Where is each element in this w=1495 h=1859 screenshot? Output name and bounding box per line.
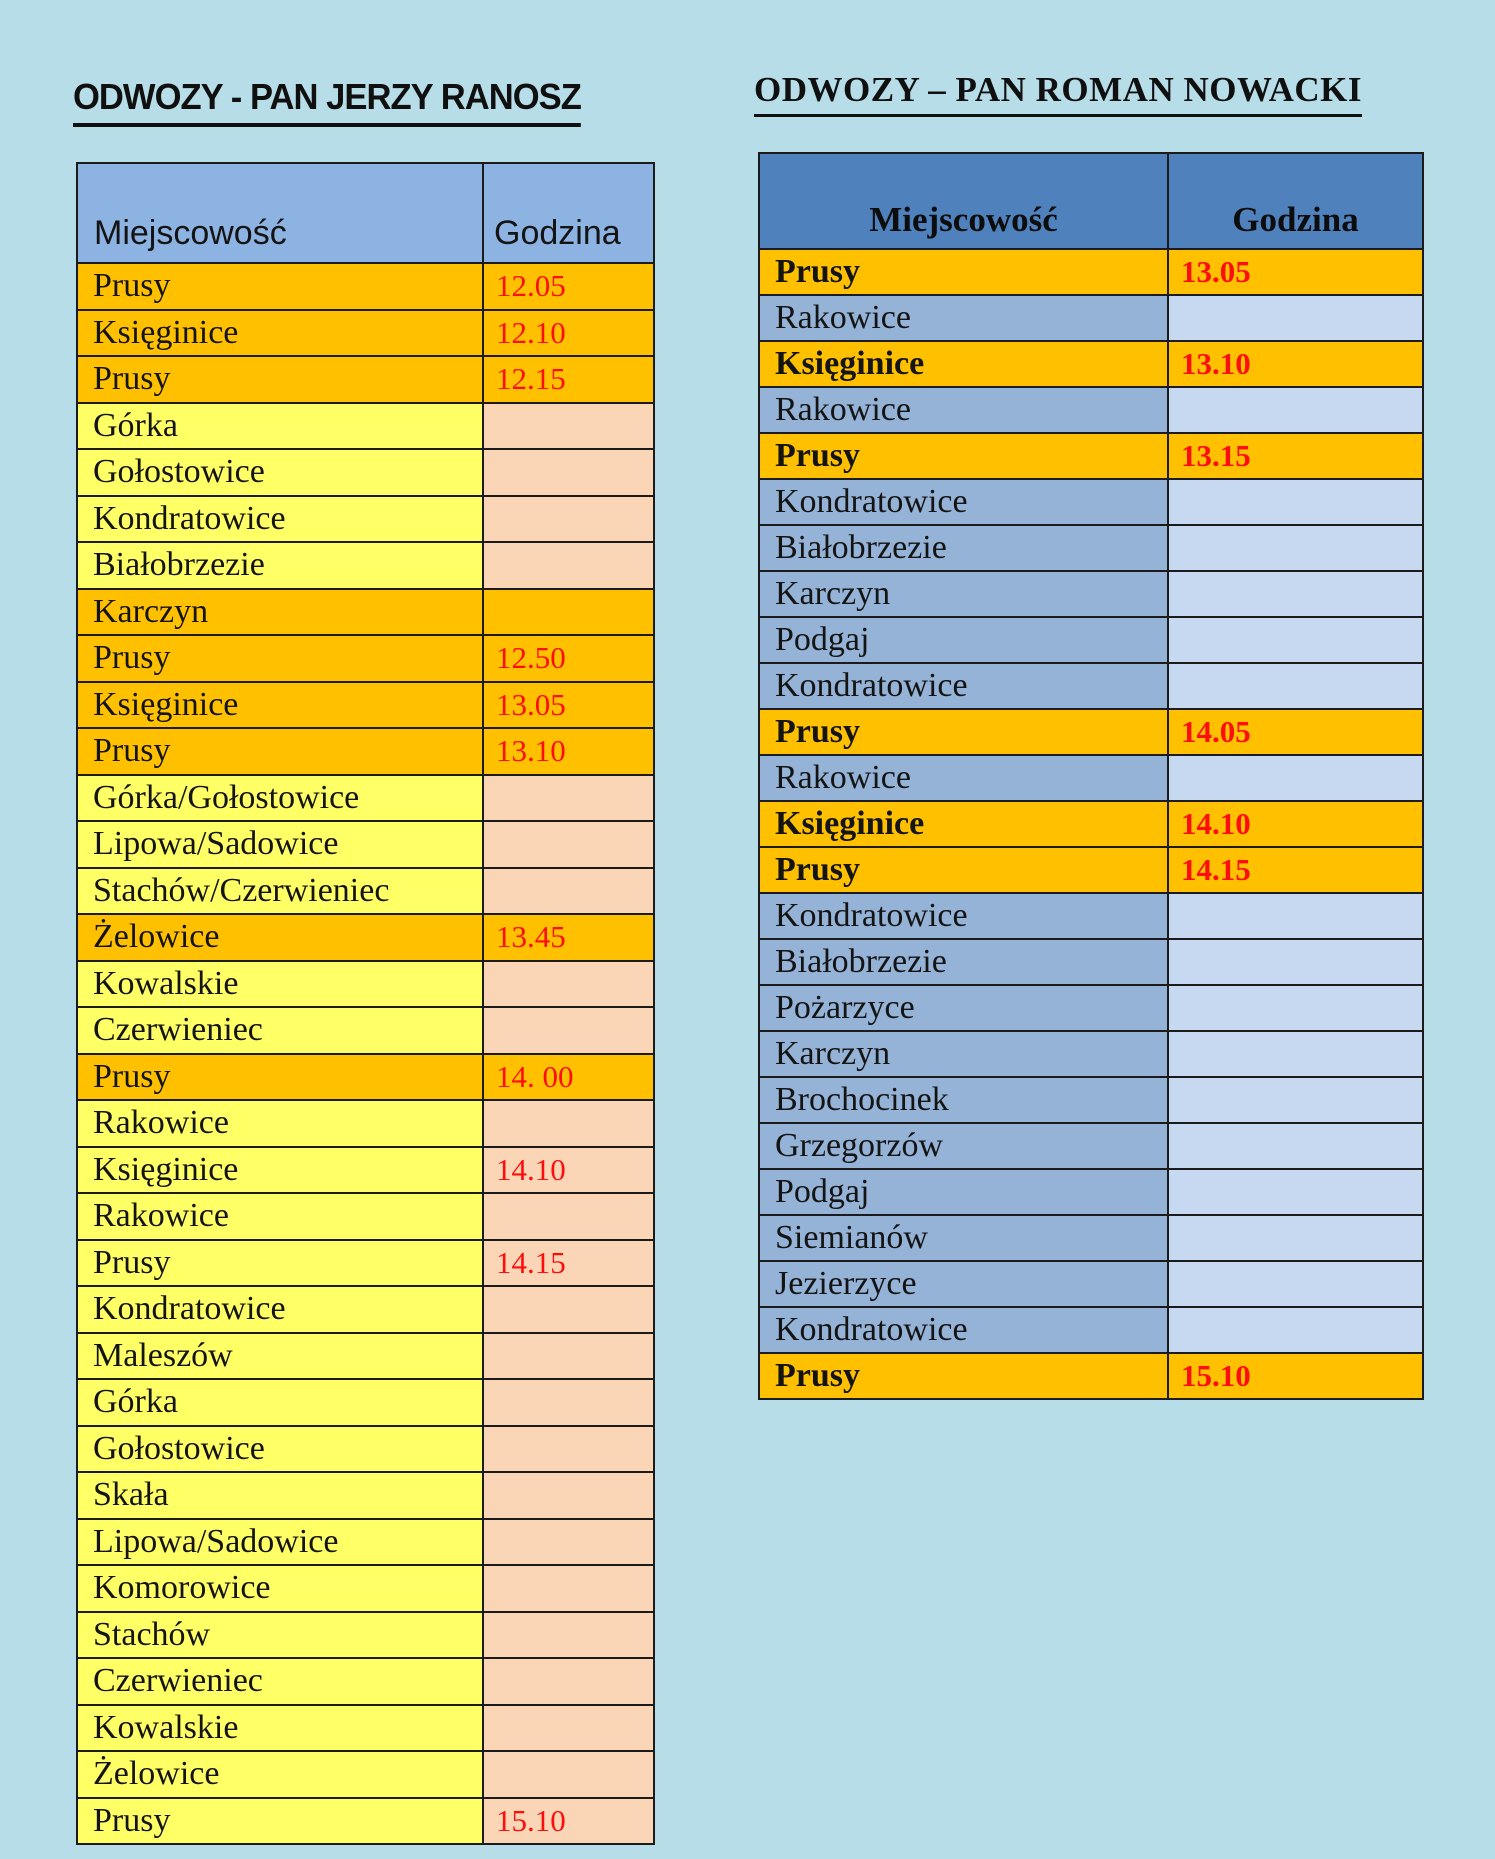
- time-cell: 13.10: [1168, 341, 1423, 387]
- table-row: [77, 1612, 654, 1659]
- time-cell: [483, 1333, 654, 1380]
- time-cell: 13.10: [483, 728, 654, 775]
- place-cell: Górka: [77, 403, 483, 450]
- table-row: [759, 1077, 1423, 1123]
- time-cell: [1168, 1169, 1423, 1215]
- table-row: [77, 682, 654, 729]
- time-cell: 14. 00: [483, 1054, 654, 1101]
- place-cell: Górka: [77, 1379, 483, 1426]
- time-cell: 14.15: [1168, 847, 1423, 893]
- table-row: [77, 1333, 654, 1380]
- place-cell: Skała: [77, 1472, 483, 1519]
- table-row: [759, 755, 1423, 801]
- table-row: [77, 961, 654, 1008]
- time-cell: [1168, 985, 1423, 1031]
- place-cell: Białobrzezie: [77, 542, 483, 589]
- table-row: [77, 1705, 654, 1752]
- time-cell: [483, 1472, 654, 1519]
- table-row: [759, 249, 1423, 295]
- time-cell: 12.50: [483, 635, 654, 682]
- time-cell: [483, 403, 654, 450]
- left-header-place: Miejscowość: [77, 163, 483, 263]
- table-row: [77, 356, 654, 403]
- time-cell: [1168, 1215, 1423, 1261]
- table-row: [759, 663, 1423, 709]
- place-cell: Czerwieniec: [77, 1658, 483, 1705]
- time-cell: [483, 449, 654, 496]
- time-cell: 12.10: [483, 310, 654, 357]
- table-row: [759, 1261, 1423, 1307]
- table-row: [77, 1379, 654, 1426]
- place-cell: Kondratowice: [759, 479, 1168, 525]
- place-cell: Gołostowice: [77, 1426, 483, 1473]
- place-cell: Grzegorzów: [759, 1123, 1168, 1169]
- place-cell: Siemianów: [759, 1215, 1168, 1261]
- place-cell: Prusy: [77, 635, 483, 682]
- time-cell: [1168, 755, 1423, 801]
- time-cell: [483, 1379, 654, 1426]
- table-row: [759, 1031, 1423, 1077]
- left-header-time: Godzina: [483, 163, 654, 263]
- time-cell: [1168, 1031, 1423, 1077]
- table-row: [759, 985, 1423, 1031]
- place-cell: Rakowice: [759, 755, 1168, 801]
- table-row: [77, 1193, 654, 1240]
- place-cell: Jezierzyce: [759, 1261, 1168, 1307]
- place-cell: Białobrzezie: [759, 939, 1168, 985]
- time-cell: [483, 1658, 654, 1705]
- table-row: [77, 1565, 654, 1612]
- place-cell: Prusy: [77, 1798, 483, 1845]
- time-cell: [483, 542, 654, 589]
- left-schedule-table: [76, 162, 655, 1845]
- table-row: [77, 868, 654, 915]
- place-cell: Pożarzyce: [759, 985, 1168, 1031]
- table-row: [77, 1007, 654, 1054]
- table-row: [759, 433, 1423, 479]
- place-cell: Prusy: [759, 1353, 1168, 1399]
- table-row: [77, 1472, 654, 1519]
- table-row: [759, 617, 1423, 663]
- table-row: [759, 479, 1423, 525]
- time-cell: [1168, 387, 1423, 433]
- time-cell: [483, 1286, 654, 1333]
- table-row: [759, 939, 1423, 985]
- time-cell: [483, 1100, 654, 1147]
- table-row: [77, 1658, 654, 1705]
- place-cell: Kowalskie: [77, 1705, 483, 1752]
- table-row: [77, 589, 654, 636]
- time-cell: [1168, 1123, 1423, 1169]
- time-cell: [483, 589, 654, 636]
- place-cell: Stachów/Czerwieniec: [77, 868, 483, 915]
- place-cell: Prusy: [759, 709, 1168, 755]
- table-row: [759, 525, 1423, 571]
- time-cell: [483, 496, 654, 543]
- place-cell: Księginice: [77, 1147, 483, 1194]
- table-row: [77, 1286, 654, 1333]
- table-row: [77, 821, 654, 868]
- right-table-body: [759, 249, 1423, 1399]
- time-cell: 15.10: [1168, 1353, 1423, 1399]
- place-cell: Maleszów: [77, 1333, 483, 1380]
- time-cell: [483, 1612, 654, 1659]
- table-row: [759, 571, 1423, 617]
- place-cell: Kondratowice: [759, 893, 1168, 939]
- place-cell: Karczyn: [759, 571, 1168, 617]
- place-cell: Księginice: [77, 682, 483, 729]
- time-cell: [483, 1519, 654, 1566]
- time-cell: 13.05: [483, 682, 654, 729]
- time-cell: 14.10: [483, 1147, 654, 1194]
- place-cell: Prusy: [77, 1054, 483, 1101]
- place-cell: Prusy: [759, 433, 1168, 479]
- place-cell: Gołostowice: [77, 449, 483, 496]
- place-cell: Brochocinek: [759, 1077, 1168, 1123]
- left-table-body: [77, 263, 654, 1844]
- place-cell: Prusy: [77, 1240, 483, 1287]
- place-cell: Lipowa/Sadowice: [77, 1519, 483, 1566]
- time-cell: [1168, 663, 1423, 709]
- place-cell: Prusy: [77, 356, 483, 403]
- time-cell: 13.45: [483, 914, 654, 961]
- time-cell: 13.05: [1168, 249, 1423, 295]
- time-cell: 12.15: [483, 356, 654, 403]
- table-row: [77, 542, 654, 589]
- time-cell: [1168, 479, 1423, 525]
- place-cell: Księginice: [759, 341, 1168, 387]
- right-header-time: Godzina: [1168, 153, 1423, 249]
- time-cell: [483, 1007, 654, 1054]
- right-header-place: Miejscowość: [759, 153, 1168, 249]
- table-row: [759, 1169, 1423, 1215]
- table-row: [759, 1353, 1423, 1399]
- table-row: [77, 1751, 654, 1798]
- time-cell: 14.15: [483, 1240, 654, 1287]
- table-row: [77, 1147, 654, 1194]
- time-cell: [1168, 893, 1423, 939]
- table-row: [77, 775, 654, 822]
- place-cell: Kondratowice: [77, 1286, 483, 1333]
- table-row: [77, 403, 654, 450]
- table-row: [77, 1426, 654, 1473]
- table-row: [77, 1519, 654, 1566]
- place-cell: Księginice: [77, 310, 483, 357]
- place-cell: Kowalskie: [77, 961, 483, 1008]
- time-cell: 13.15: [1168, 433, 1423, 479]
- table-row: [759, 801, 1423, 847]
- place-cell: Podgaj: [759, 1169, 1168, 1215]
- time-cell: [1168, 939, 1423, 985]
- table-row: [77, 496, 654, 543]
- place-cell: Rakowice: [759, 295, 1168, 341]
- time-cell: 14.10: [1168, 801, 1423, 847]
- place-cell: Prusy: [77, 263, 483, 310]
- table-row: [77, 914, 654, 961]
- place-cell: Księginice: [759, 801, 1168, 847]
- table-row: [77, 449, 654, 496]
- place-cell: Białobrzezie: [759, 525, 1168, 571]
- time-cell: 14.05: [1168, 709, 1423, 755]
- time-cell: 15.10: [483, 1798, 654, 1845]
- table-row: [77, 1100, 654, 1147]
- table-row: [77, 635, 654, 682]
- time-cell: [1168, 1077, 1423, 1123]
- place-cell: Żelowice: [77, 1751, 483, 1798]
- place-cell: Czerwieniec: [77, 1007, 483, 1054]
- left-table-header-row: [77, 163, 654, 263]
- time-cell: [1168, 525, 1423, 571]
- table-row: [759, 709, 1423, 755]
- place-cell: Kondratowice: [759, 663, 1168, 709]
- time-cell: [483, 775, 654, 822]
- table-row: [77, 310, 654, 357]
- time-cell: [483, 1705, 654, 1752]
- time-cell: [483, 961, 654, 1008]
- time-cell: 12.05: [483, 263, 654, 310]
- time-cell: [483, 868, 654, 915]
- time-cell: [1168, 571, 1423, 617]
- place-cell: Rakowice: [759, 387, 1168, 433]
- place-cell: Prusy: [759, 249, 1168, 295]
- time-cell: [1168, 1261, 1423, 1307]
- place-cell: Karczyn: [759, 1031, 1168, 1077]
- place-cell: Rakowice: [77, 1193, 483, 1240]
- table-row: [77, 1798, 654, 1845]
- time-cell: [483, 1565, 654, 1612]
- table-row: [77, 1054, 654, 1101]
- time-cell: [483, 1751, 654, 1798]
- place-cell: Rakowice: [77, 1100, 483, 1147]
- place-cell: Górka/Gołostowice: [77, 775, 483, 822]
- place-cell: Kondratowice: [77, 496, 483, 543]
- table-row: [759, 1215, 1423, 1261]
- left-schedule-title: ODWOZY - PAN JERZY RANOSZ: [73, 76, 581, 127]
- place-cell: Stachów: [77, 1612, 483, 1659]
- table-row: [759, 893, 1423, 939]
- place-cell: Prusy: [759, 847, 1168, 893]
- place-cell: Karczyn: [77, 589, 483, 636]
- time-cell: [1168, 295, 1423, 341]
- right-table-header-row: [759, 153, 1423, 249]
- table-row: [759, 1123, 1423, 1169]
- table-row: [77, 263, 654, 310]
- right-schedule-table: [758, 152, 1424, 1400]
- right-schedule-title: ODWOZY – PAN ROMAN NOWACKI: [754, 70, 1362, 117]
- time-cell: [1168, 617, 1423, 663]
- time-cell: [483, 821, 654, 868]
- place-cell: Kondratowice: [759, 1307, 1168, 1353]
- time-cell: [483, 1426, 654, 1473]
- place-cell: Podgaj: [759, 617, 1168, 663]
- place-cell: Lipowa/Sadowice: [77, 821, 483, 868]
- table-row: [77, 728, 654, 775]
- table-row: [759, 341, 1423, 387]
- table-row: [759, 387, 1423, 433]
- place-cell: Żelowice: [77, 914, 483, 961]
- time-cell: [1168, 1307, 1423, 1353]
- place-cell: Komorowice: [77, 1565, 483, 1612]
- place-cell: Prusy: [77, 728, 483, 775]
- time-cell: [483, 1193, 654, 1240]
- table-row: [759, 295, 1423, 341]
- table-row: [759, 1307, 1423, 1353]
- table-row: [759, 847, 1423, 893]
- table-row: [77, 1240, 654, 1287]
